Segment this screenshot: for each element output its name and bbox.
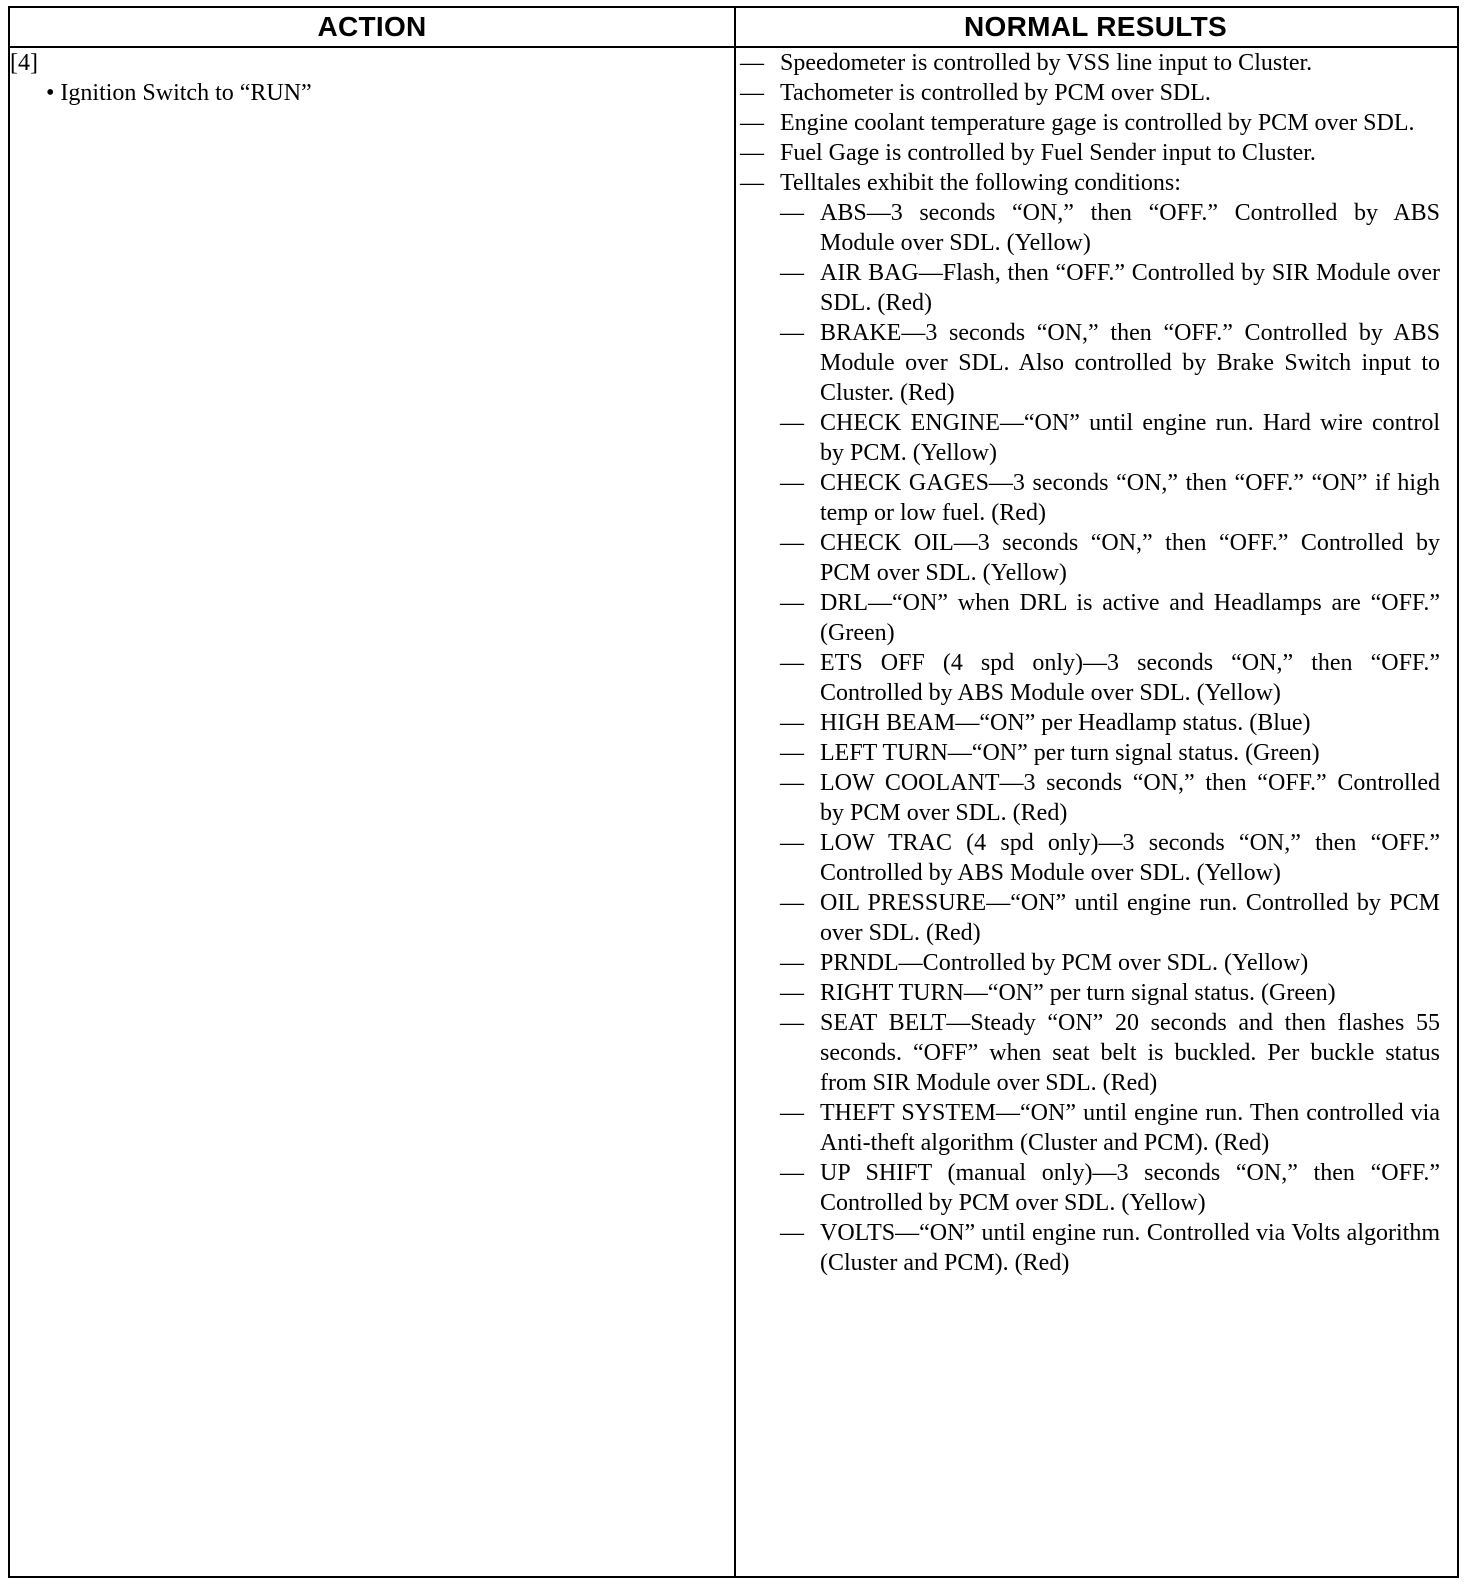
- telltale-text: DRL—“ON” when DRL is active and Headlamps are “OFF.” (Green): [820, 590, 1440, 646]
- telltale-item: [740, 948, 1440, 978]
- telltale-item: [740, 738, 1440, 768]
- result-item: [740, 108, 1440, 138]
- telltale-text: CHECK GAGES—3 seconds “ON,” then “OFF.” “ON” if high temp or low fuel. (Red): [820, 470, 1440, 526]
- telltale-text: OIL PRESSURE—“ON” until engine run. Controlled by PCM over SDL. (Red): [820, 890, 1440, 946]
- telltale-text: LEFT TURN—“ON” per turn signal status. (Green): [820, 740, 1320, 766]
- em-dash: —: [740, 50, 764, 76]
- telltale-item: [740, 468, 1440, 528]
- telltale-item: [740, 258, 1440, 318]
- telltale-item: [740, 408, 1440, 468]
- result-text: Speedometer is controlled by VSS line input to Cluster.: [780, 50, 1313, 76]
- telltale-text: VOLTS—“ON” until engine run. Controlled via Volts algorithm (Cluster and PCM). (Red): [820, 1220, 1440, 1276]
- result-item: [740, 48, 1440, 78]
- telltale-text: SEAT BELT—Steady “ON” 20 seconds and then flashes 55 seconds. “OFF” when seat belt is buckled. Per buckle status from SIR Module over SDL. (Red): [820, 1010, 1440, 1096]
- action-column-header: ACTION: [317, 11, 427, 42]
- telltale-item: [740, 198, 1440, 258]
- em-dash: —: [780, 770, 804, 796]
- em-dash: —: [780, 1220, 804, 1246]
- em-dash: —: [780, 260, 804, 286]
- telltale-item: [740, 1158, 1440, 1218]
- em-dash: —: [780, 830, 804, 856]
- result-text: Telltales exhibit the following conditions:: [780, 170, 1181, 196]
- normal-results-column-header: NORMAL RESULTS: [964, 11, 1227, 42]
- em-dash: —: [780, 410, 804, 436]
- em-dash: —: [780, 530, 804, 556]
- telltale-item: [740, 1218, 1440, 1278]
- result-text: Fuel Gage is controlled by Fuel Sender input to Cluster.: [780, 140, 1316, 166]
- em-dash: —: [780, 470, 804, 496]
- telltale-item: [740, 588, 1440, 648]
- telltale-text: LOW COOLANT—3 seconds “ON,” then “OFF.” Controlled by PCM over SDL. (Red): [820, 770, 1440, 826]
- telltale-item: [740, 888, 1440, 948]
- telltale-item: [740, 528, 1440, 588]
- em-dash: —: [780, 1160, 804, 1186]
- normal-results-cell: [740, 48, 1440, 1278]
- em-dash: —: [740, 140, 764, 166]
- telltale-item: [740, 978, 1440, 1008]
- em-dash: —: [780, 1010, 804, 1036]
- telltale-text: ABS—3 seconds “ON,” then “OFF.” Controlled by ABS Module over SDL. (Yellow): [820, 200, 1440, 256]
- telltale-text: ETS OFF (4 spd only)—3 seconds “ON,” then “OFF.” Controlled by ABS Module over SDL. (Yellow): [820, 650, 1440, 706]
- em-dash: —: [780, 200, 804, 226]
- telltale-text: THEFT SYSTEM—“ON” until engine run. Then controlled via Anti-theft algorithm (Cluster and PCM). (Red): [820, 1100, 1440, 1156]
- telltale-item: [740, 1098, 1440, 1158]
- telltale-text: RIGHT TURN—“ON” per turn signal status. (Green): [820, 980, 1336, 1006]
- em-dash: —: [780, 590, 804, 616]
- result-item: [740, 138, 1440, 168]
- telltale-text: AIR BAG—Flash, then “OFF.” Controlled by SIR Module over SDL. (Red): [820, 260, 1440, 316]
- action-cell: [10, 48, 710, 108]
- telltale-item: [740, 708, 1440, 738]
- result-item: [740, 168, 1440, 198]
- telltale-item: [740, 768, 1440, 828]
- telltale-text: LOW TRAC (4 spd only)—3 seconds “ON,” then “OFF.” Controlled by ABS Module over SDL. (Yellow): [820, 830, 1440, 886]
- em-dash: —: [780, 980, 804, 1006]
- em-dash: —: [780, 650, 804, 676]
- result-item: [740, 78, 1440, 108]
- telltale-text: CHECK OIL—3 seconds “ON,” then “OFF.” Controlled by PCM over SDL. (Yellow): [820, 530, 1440, 586]
- em-dash: —: [780, 710, 804, 736]
- telltale-item: [740, 648, 1440, 708]
- em-dash: —: [780, 740, 804, 766]
- em-dash: —: [780, 890, 804, 916]
- em-dash: —: [740, 80, 764, 106]
- telltale-text: BRAKE—3 seconds “ON,” then “OFF.” Controlled by ABS Module over SDL. Also controlled by Brake Switch input to Cluster. (Red): [820, 320, 1440, 406]
- result-text: Tachometer is controlled by PCM over SDL.: [780, 80, 1211, 106]
- telltale-item: [740, 318, 1440, 408]
- em-dash: —: [780, 320, 804, 346]
- telltale-item: [740, 828, 1440, 888]
- em-dash: —: [740, 170, 764, 196]
- telltale-text: CHECK ENGINE—“ON” until engine run. Hard wire control by PCM. (Yellow): [820, 410, 1440, 466]
- telltale-item: [740, 1008, 1440, 1098]
- telltale-text: UP SHIFT (manual only)—3 seconds “ON,” then “OFF.” Controlled by PCM over SDL. (Yellow): [820, 1160, 1440, 1216]
- column-divider: [734, 8, 736, 1576]
- telltale-text: PRNDL—Controlled by PCM over SDL. (Yellow): [820, 950, 1309, 976]
- em-dash: —: [740, 110, 764, 136]
- em-dash: —: [780, 950, 804, 976]
- action-bullet: • Ignition Switch to “RUN”: [46, 80, 312, 106]
- telltale-text: HIGH BEAM—“ON” per Headlamp status. (Blue): [820, 710, 1311, 736]
- result-text: Engine coolant temperature gage is controlled by PCM over SDL.: [780, 110, 1415, 136]
- em-dash: —: [780, 1100, 804, 1126]
- step-number: [4]: [10, 50, 38, 76]
